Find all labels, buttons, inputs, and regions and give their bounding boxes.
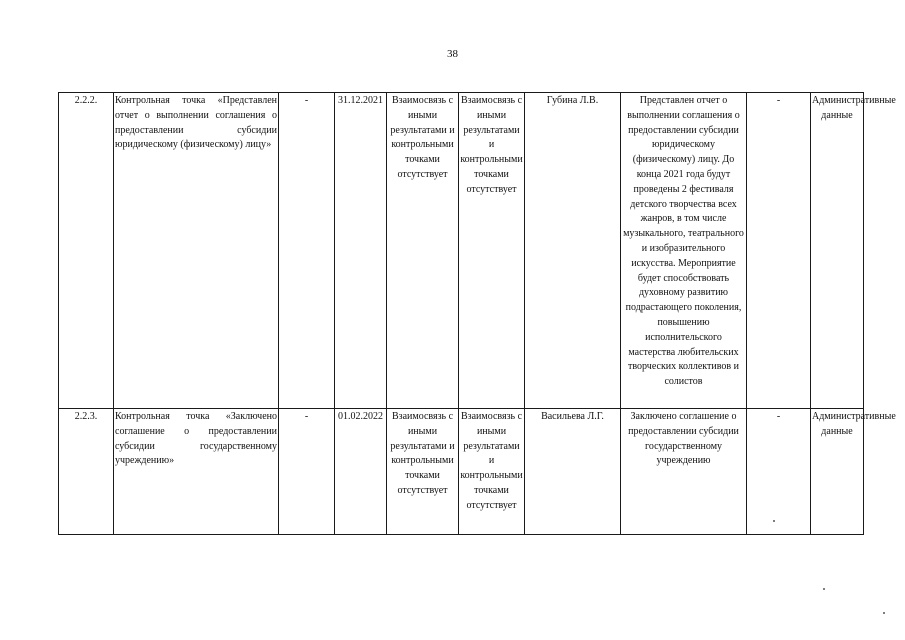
date-cell: 31.12.2021 <box>335 93 387 409</box>
dash-cell: - <box>747 409 811 535</box>
row-number: 2.2.3. <box>59 409 114 535</box>
responsible-cell: Губина Л.В. <box>525 93 621 409</box>
dash-cell: - <box>747 93 811 409</box>
source-cell: Административные данные <box>811 409 864 535</box>
control-point-title: Контрольная точка «Представлен отчет о выполнении соглашения о предоставлении субсидии юридическому (физическому) лицу» <box>114 93 279 409</box>
control-points-table <box>58 92 896 535</box>
dash-cell: - <box>279 409 335 535</box>
relation-cell: Взаимосвязь с иными результатами и контрольными точками отсутствует <box>459 409 525 535</box>
table-row <box>59 93 864 409</box>
relation-cell: Взаимосвязь с иными результатами и контрольными точками отсутствует <box>387 409 459 535</box>
scan-speck <box>883 612 885 614</box>
page-number: 38 <box>447 48 458 60</box>
responsible-cell: Васильева Л.Г. <box>525 409 621 535</box>
dash-cell: - <box>279 93 335 409</box>
scan-speck <box>823 588 825 590</box>
relation-cell: Взаимосвязь с иными результатами и контрольными точками отсутствует <box>459 93 525 409</box>
description-cell: Представлен отчет о выполнении соглашения о предоставлении субсидии юридическому (физическому) лицу. До конца 2021 года будут проведены 2 фестиваля детского творчества всех жанров, в том числе музыкального, театрального и изобразительного искусства. Мероприятие будет способствовать духовному развитию подрастающего поколения, повышению исполнительского мастерства любительских творческих коллективов и солистов <box>621 93 747 409</box>
date-cell: 01.02.2022 <box>335 409 387 535</box>
description-cell: Заключено соглашение о предоставлении субсидии государственному учреждению <box>621 409 747 535</box>
table-row <box>59 409 864 535</box>
relation-cell: Взаимосвязь с иными результатами и контрольными точками отсутствует <box>387 93 459 409</box>
row-number: 2.2.2. <box>59 93 114 409</box>
scan-speck <box>773 520 775 522</box>
source-cell: Административные данные <box>811 93 864 409</box>
control-point-title: Контрольная точка «Заключено соглашение о предоставлении субсидии государственному учреждению» <box>114 409 279 535</box>
